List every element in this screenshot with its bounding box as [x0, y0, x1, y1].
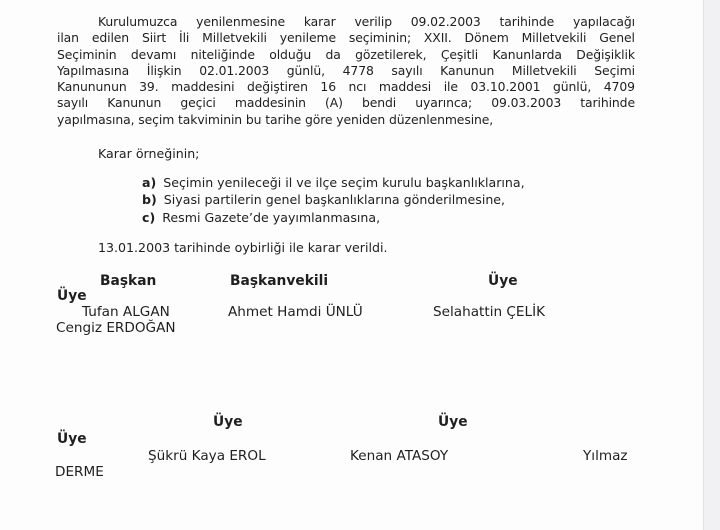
list-text-c: Resmi Gazete’de yayımlanmasına,: [162, 209, 381, 225]
list-marker-b: b): [142, 192, 157, 208]
sig1-name-selahattin-celik: Selahattin ÇELİK: [433, 304, 545, 320]
sig2-name-sukru-kaya-erol: Şükrü Kaya EROL: [148, 448, 266, 464]
sig1-title-baskanvekili: Başkanvekili: [230, 273, 329, 289]
sig1-title-uye-wrapped: Üye: [57, 288, 87, 304]
sig1-name-cengiz-erdogan: Cengiz ERDOĞAN: [56, 320, 176, 336]
sig2-name-derme-wrapped: DERME: [55, 464, 104, 480]
sig2-title-uye-2: Üye: [438, 414, 468, 430]
sig2-name-yilmaz: Yılmaz: [583, 448, 628, 464]
list-item-b: [142, 191, 525, 208]
list-text-a: Seçimin yenileceği il ve ilçe seçim kurulu başkanlıklarına,: [163, 175, 525, 190]
paragraph-line: yapılmasına, seçim takviminin bu tarihe göre yeniden düzenlenmesine,: [57, 111, 494, 127]
list-marker-a: a): [142, 175, 157, 190]
sig1-name-tufan-algan: Tufan ALGAN: [82, 304, 170, 320]
paragraph-line: Yapılmasına İlişkin 02.01.2003 günlü, 4778 sayılı Kanunun Milletvekili Seçimi: [57, 62, 635, 78]
sig2-title-uye-1: Üye: [213, 414, 243, 430]
sig2-name-kenan-atasoy: Kenan ATASOY: [350, 448, 449, 464]
sig1-title-uye: Üye: [488, 273, 518, 289]
karar-ornegi-line: Karar örneğinin;: [98, 146, 200, 161]
paragraph-line: Kanununun 39. maddesini değiştiren 16 ncı maddesi ile 03.10.2001 günlü, 4709: [57, 79, 635, 95]
decision-paragraph: [57, 14, 635, 128]
paragraph-line: sayılı Kanunun geçici maddesinin (A) bendi uyarınca; 09.03.2003 tarihinde: [57, 95, 635, 111]
paragraph-line: ilan edilen Siirt İli Milletvekili yenileme seçiminin; XXII. Dönem Milletvekili Genel: [57, 30, 635, 46]
list-marker-c: c): [142, 209, 156, 225]
distribution-list: [142, 174, 525, 226]
list-item-a: [142, 174, 525, 191]
paragraph-line: Seçiminin devamı niteliğinde olduğu da gözetilerek, Çeşitli Kanunlarda Değişiklik: [57, 46, 635, 62]
sig2-title-uye-wrapped: Üye: [57, 431, 87, 447]
paragraph-line: Kurulumuzca yenilenmesine karar verilip 09.02.2003 tarihinde yapılacağı: [98, 14, 635, 29]
sig1-title-baskan: Başkan: [100, 273, 157, 289]
decision-date-line: 13.01.2003 tarihinde oybirliği ile karar verildi.: [98, 240, 388, 255]
list-text-b: Siyasi partilerin genel başkanlıklarına gönderilmesine,: [163, 192, 506, 208]
page-edge-strip: [703, 0, 720, 530]
list-item-c: [142, 209, 525, 226]
sig1-name-ahmet-hamdi-unlu: Ahmet Hamdi ÜNLÜ: [228, 304, 363, 320]
